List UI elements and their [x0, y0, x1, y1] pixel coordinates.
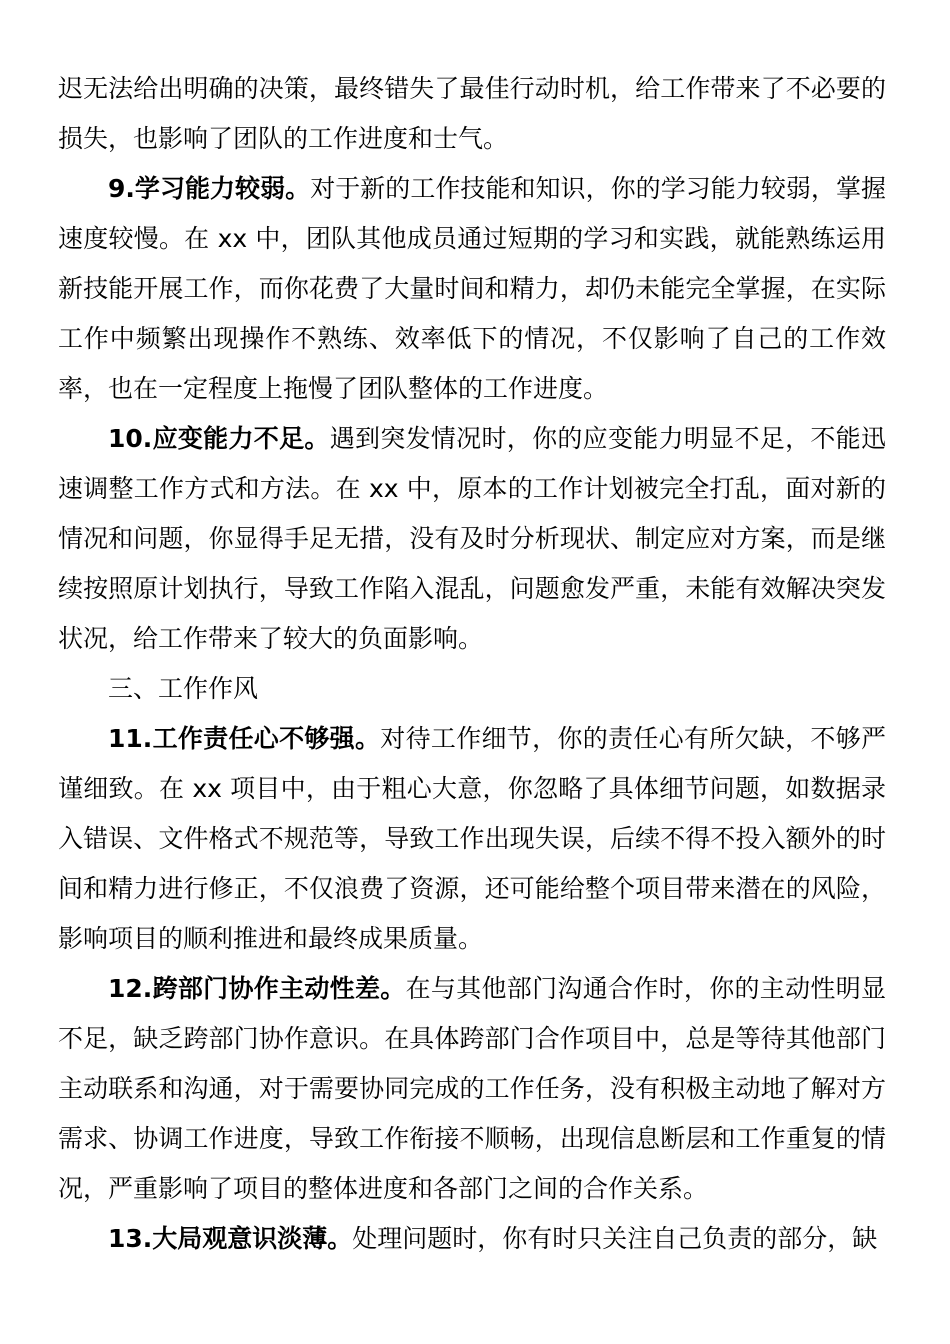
paragraph-heading: 12.跨部门协作主动性差。	[108, 974, 406, 1003]
section-heading-work-style	[58, 664, 886, 714]
paragraph-text: 对待工作细节，你的责任心有所欠缺，不够严谨细致。在 xx 项目中，由于粗心大意，你忽略了具体细节问题，如数据录入错误、文件格式不规范等，导致工作出现失误，后续不得不投入额外的时间和精力进行修正，不仅浪费了资源，还可能给整个项目带来潜在的风险，影响项目的顺利推进和最终成果质量。	[58, 724, 886, 953]
paragraph-heading: 11.工作责任心不够强。	[108, 724, 381, 753]
paragraph-text: 对于新的工作技能和知识，你的学习能力较弱，掌握速度较慢。在 xx 中，团队其他成员通过短期的学习和实践，就能熟练运用新技能开展工作，而你花费了大量时间和精力，却仍未能完全掌握，在实际工作中频繁出现操作不熟练、效率低下的情况，不仅影响了自己的工作效率，也在一定程度上拖慢了团队整体的工作进度。	[58, 174, 886, 403]
paragraph-heading: 13.大局观意识淡薄。	[108, 1224, 353, 1253]
paragraph-continuation	[58, 64, 886, 164]
paragraph-item-9	[58, 164, 886, 414]
paragraph-text: 处理问题时，你有时只关注自己负责的部分，缺	[352, 1224, 878, 1253]
document-page	[58, 64, 886, 1264]
section-heading-text: 三、工作作风	[108, 674, 259, 703]
paragraph-text: 遇到突发情况时，你的应变能力明显不足，不能迅速调整工作方式和方法。在 xx 中，原本的工作计划被完全打乱，面对新的情况和问题，你显得手足无措，没有及时分析现状、制定应对方案，而是继续按照原计划执行，导致工作陷入混乱，问题愈发严重，未能有效解决突发状况，给工作带来了较大的负面影响。	[58, 424, 886, 653]
paragraph-item-12	[58, 964, 886, 1214]
paragraph-text: 在与其他部门沟通合作时，你的主动性明显不足，缺乏跨部门协作意识。在具体跨部门合作项目中，总是等待其他部门主动联系和沟通，对于需要协同完成的工作任务，没有积极主动地了解对方需求、协调工作进度，导致工作衔接不顺畅，出现信息断层和工作重复的情况，严重影响了项目的整体进度和各部门之间的合作关系。	[58, 974, 886, 1203]
paragraph-item-13	[58, 1214, 886, 1264]
paragraph-text: 迟无法给出明确的决策，最终错失了最佳行动时机，给工作带来了不必要的损失，也影响了团队的工作进度和士气。	[58, 74, 886, 153]
paragraph-heading: 9.学习能力较弱。	[108, 174, 311, 203]
paragraph-heading: 10.应变能力不足。	[108, 424, 330, 453]
paragraph-item-10	[58, 414, 886, 664]
paragraph-item-11	[58, 714, 886, 964]
